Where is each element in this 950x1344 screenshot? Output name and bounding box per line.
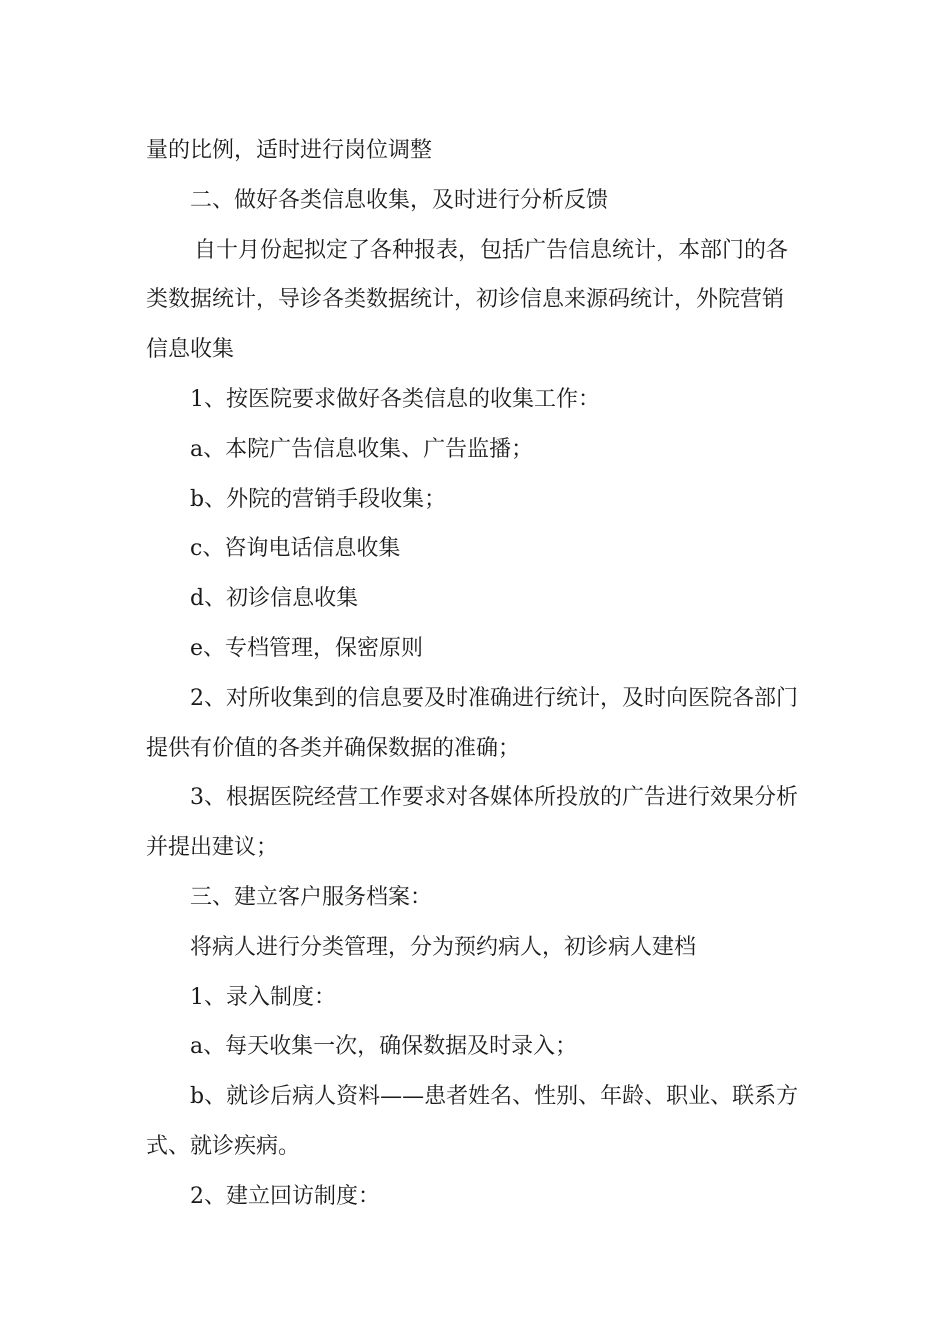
list-item: 3、根据医院经营工作要求对各媒体所投放的广告进行效果分析 [190, 785, 798, 811]
paragraph-line: 信息收集 [146, 337, 235, 363]
section-heading: 二、做好各类信息收集，及时进行分析反馈 [190, 187, 609, 213]
list-item: d、初诊信息收集 [190, 586, 359, 612]
list-item: 2、建立回访制度： [190, 1183, 380, 1209]
paragraph-line: 将病人进行分类管理，分为预约病人，初诊病人建档 [190, 934, 697, 960]
list-item: a、本院广告信息收集、广告监播； [190, 436, 534, 462]
paragraph-line: 量的比例，适时进行岗位调整 [146, 138, 433, 163]
list-item: b、就诊后病人资料——患者姓名、性别、年龄、职业、联系方 [190, 1084, 799, 1110]
section-heading: 三、建立客户服务档案： [190, 884, 433, 910]
paragraph-line: 并提出建议； [146, 835, 279, 861]
document-body [146, 126, 808, 1222]
list-item: c、咨询电话信息收集 [190, 536, 401, 562]
list-item: 2、对所收集到的信息要及时准确进行统计，及时向医院各部门 [190, 685, 798, 711]
list-item: b、外院的营销手段收集； [190, 486, 447, 512]
paragraph-line: 自十月份起拟定了各种报表，包括广告信息统计，本部门的各 [194, 237, 789, 263]
paragraph-line: 提供有价值的各类并确保数据的准确； [146, 735, 521, 761]
list-item: e、专档管理，保密原则 [190, 635, 424, 661]
paragraph-line: 式、就诊疾病。 [146, 1133, 301, 1159]
list-item: a、每天收集一次，确保数据及时录入； [190, 1034, 578, 1060]
paragraph-line: 类数据统计，导诊各类数据统计，初诊信息来源码统计，外院营销 [146, 287, 785, 313]
list-item: 1、录入制度： [190, 984, 336, 1010]
list-item: 1、按医院要求做好各类信息的收集工作： [190, 386, 600, 412]
